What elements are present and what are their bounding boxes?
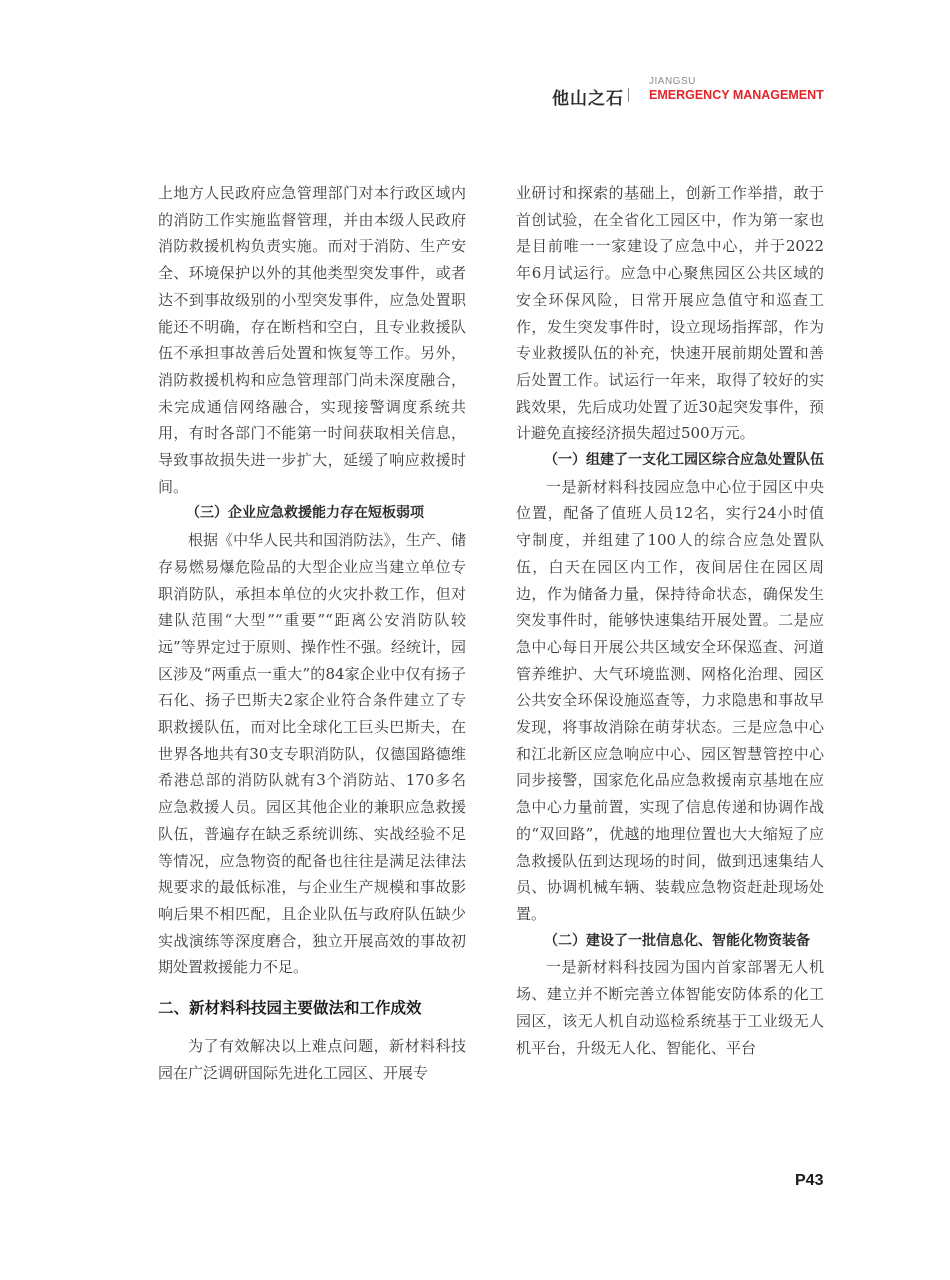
header-divider — [628, 88, 629, 102]
right-paragraph-2: 一是新材料科技园应急中心位于园区中央位置，配备了值班人员12名，实行24小时值守制度，并组建了100人的综合应急处置队伍，白天在园区内工作，夜间居住在园区周边，作为储备力量，保持待命状态，确保发生突发事件时，能够快速集结开展处置。二是应急中心每日开展公共区域安全环保巡查、河道管养维护、大气环境监测、网格化治理、园区公共安全环保设施巡查等，力求隐患和事故早发现，将事故消除在萌芽状态。三是应急中心和江北新区应急响应中心、园区智慧管控中心同步接警，国家危化品应急救援南京基地在应急中心力量前置，实现了信息传递和协调作战的“双回路”，优越的地理位置也大大缩短了应急救援队伍到达现场的时间，做到迅速集结人员、协调机械车辆、装载应急物资赶赴现场处置。 — [516, 477, 824, 923]
brand-region: JIANGSU — [649, 76, 696, 87]
running-header — [552, 76, 832, 109]
left-paragraph-1: 上地方人民政府应急管理部门对本行政区域内的消防工作实施监督管理，并由本级人民政府消防救援机构负责实施。而对于消防、生产安全、环境保护以外的其他类型突发事件，或者达不到事故级别的小型突发事件，应急处置职能还不明确，存在断档和空白，且专业救援队伍不承担事故善后处置和恢复等工作。另外，消防救援机构和应急管理部门尚未深度融合，未完成通信网络融合，实现接警调度系统共用，有时各部门不能第一时间获取相关信息，导致事故损失进一步扩大，延缓了响应救援时间。 — [158, 184, 466, 496]
right-paragraph-3: 一是新材料科技园为国内首家部署无人机场、建立并不断完善立体智能安防体系的化工园区，该无人机自动巡检系统基于工业级无人机平台，升级无人化、智能化、平台 — [516, 958, 824, 1057]
section-heading: 二、新材料科技园主要做法和工作成效 — [158, 999, 422, 1018]
right-paragraph-1: 业研讨和探索的基础上，创新工作举措，敢于首创试验，在全省化工园区中，作为第一家也是目前唯一一家建设了应急中心，并于2022年6月试运行。应急中心聚焦园区公共区域的安全环保风险，日常开展应急值守和巡查工作，发生突发事件时，设立现场指挥部，作为专业救援队伍的补充，快速开展前期处置和善后处置工作。试运行一年来，取得了较好的实践效果，先后成功处置了近30起突发事件，预计避免直接经济损失超过500万元。 — [516, 184, 824, 443]
left-column — [158, 180, 466, 1087]
left-paragraph-3: 为了有效解决以上难点问题，新材料科技园在广泛调研国际先进化工园区、开展专 — [158, 1037, 466, 1082]
subheading-response-team: （一）组建了一支化工园区综合应急处置队伍 — [544, 452, 824, 469]
brand-title: EMERGENCY MANAGEMENT — [649, 88, 824, 102]
subheading-equipment: （二）建设了一批信息化、智能化物资装备 — [544, 932, 810, 949]
right-column — [516, 180, 824, 1061]
page-number: P43 — [795, 1172, 824, 1189]
left-paragraph-2: 根据《中华人民共和国消防法》，生产、储存易燃易爆危险品的大型企业应当建立单位专职消防队，承担本单位的火灾扑救工作，但对建队范围“大型”“重要”“距离公安消防队较远”等界定过于原则、操作性不强。经统计，园区涉及“两重点一重大”的84家企业中仅有扬子石化、扬子巴斯夫2家企业符合条件建立了专职救援队伍，而对比全球化工巨头巴斯夫，在世界各地共有30支专职消防队，仅德国路德维希港总部的消防队就有3个消防站、170多名应急救援人员。园区其他企业的兼职应急救援队伍，普遍存在缺乏系统训练、实战经验不足等情况，应急物资的配备也往往是满足法律法规要求的最低标准，与企业生产规模和事故影响后果不相匹配，且企业队伍与政府队伍缺少实战演练等深度磨合，独立开展高效的事故初期处置救援能力不足。 — [158, 531, 466, 977]
section-name: 他山之石 — [552, 89, 624, 109]
subheading-enterprise-capability: （三）企业应急救援能力存在短板弱项 — [186, 505, 424, 522]
